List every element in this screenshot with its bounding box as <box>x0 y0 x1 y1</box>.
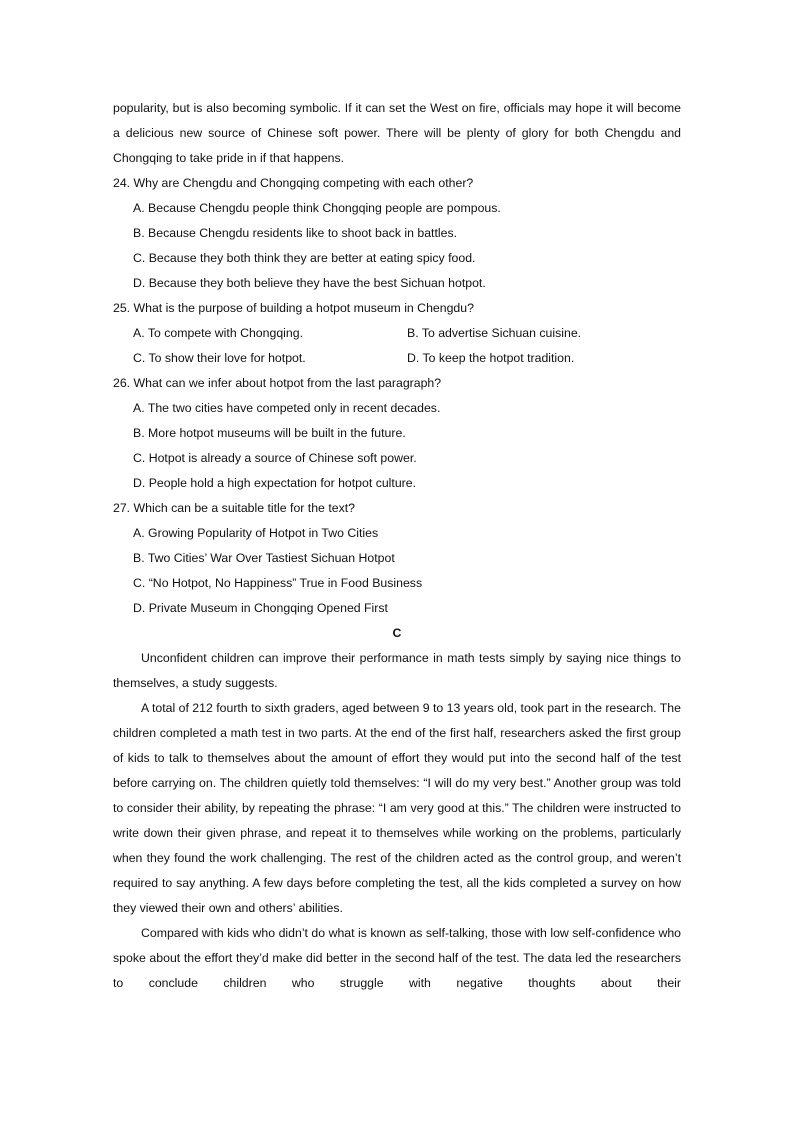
document-page <box>113 96 681 996</box>
question-27-option-c: C. “No Hotpot, No Happiness” True in Food Business <box>133 576 423 590</box>
question-24-option-b: B. Because Chengdu residents like to shoot back in battles. <box>133 226 458 240</box>
question-25-option-a: A. To compete with Chongqing. <box>133 326 303 340</box>
question-25-stem: 25. What is the purpose of building a hotpot museum in Chengdu? <box>113 301 474 315</box>
question-25-option-c: C. To show their love for hotpot. <box>133 351 306 365</box>
question-25-options-row-2 <box>113 346 681 371</box>
question-25-options-row-1 <box>113 321 681 346</box>
section-c-paragraph-3: Compared with kids who didn’t do what is known as self-talking, those with low self-confidence who spoke about the effort they’d make did better in the second half of the test. The data led the researchers to conclude children who struggle with negative thoughts about their <box>113 926 681 990</box>
question-26-option-a: A. The two cities have competed only in recent decades. <box>133 401 441 415</box>
question-25-option-d: D. To keep the hotpot tradition. <box>407 351 575 365</box>
question-26-option-b: B. More hotpot museums will be built in the future. <box>133 426 406 440</box>
question-24-stem: 24. Why are Chengdu and Chongqing competing with each other? <box>113 176 474 190</box>
question-26-option-d: D. People hold a high expectation for hotpot culture. <box>133 476 417 490</box>
question-27-option-d: D. Private Museum in Chongqing Opened First <box>133 601 388 615</box>
question-24-option-a: A. Because Chengdu people think Chongqing people are pompous. <box>133 201 501 215</box>
section-c-paragraph-2: A total of 212 fourth to sixth graders, aged between 9 to 13 years old, took part in the research. The children completed a math test in two parts. At the end of the first half, researchers asked the first group of kids to talk to themselves about the amount of effort they would put into the second half of the test before carrying on. The children quietly told themselves: “I will do my very best.” Another group was told to consider their ability, by repeating the phrase: “I am very good at this.” The children were instructed to write down their given phrase, and repeat it to themselves while working on the problems, particularly when they found the work challenging. The rest of the children acted as the control group, and weren’t required to say anything. A few days before completing the test, all the kids completed a survey on how they viewed their own and others’ abilities. <box>113 701 681 915</box>
section-c-heading: C <box>392 626 402 640</box>
question-27-option-b: B. Two Cities’ War Over Tastiest Sichuan Hotpot <box>133 551 395 565</box>
question-25-option-b: B. To advertise Sichuan cuisine. <box>407 326 582 340</box>
question-27-option-a: A. Growing Popularity of Hotpot in Two Cities <box>133 526 379 540</box>
question-26-option-c: C. Hotpot is already a source of Chinese soft power. <box>133 451 417 465</box>
question-24-option-d: D. Because they both believe they have the best Sichuan hotpot. <box>133 276 486 290</box>
question-27-stem: 27. Which can be a suitable title for the text? <box>113 501 355 515</box>
section-c-paragraph-1: Unconfident children can improve their performance in math tests simply by saying nice things to themselves, a study suggests. <box>113 651 681 690</box>
passage-b-tail: popularity, but is also becoming symbolic. If it can set the West on fire, officials may hope it will become a delicious new source of Chinese soft power. There will be plenty of glory for both Chengdu and Chongqing to take pride in if that happens. <box>113 101 681 165</box>
question-24-option-c: C. Because they both think they are better at eating spicy food. <box>133 251 476 265</box>
question-26-stem: 26. What can we infer about hotpot from the last paragraph? <box>113 376 442 390</box>
